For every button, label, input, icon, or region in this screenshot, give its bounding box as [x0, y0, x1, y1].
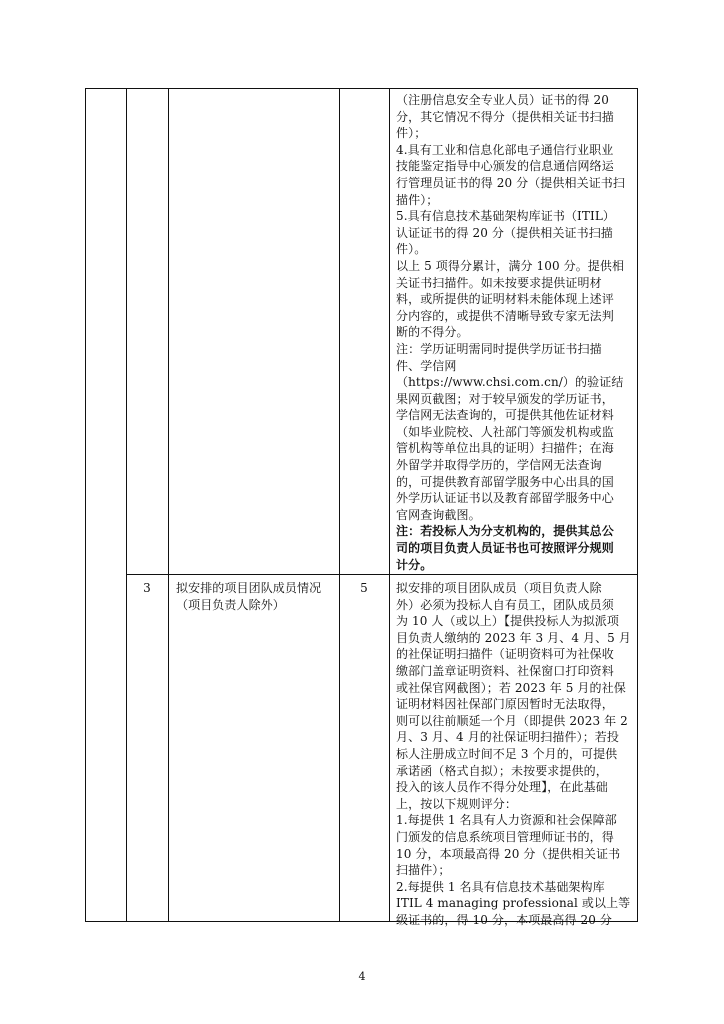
criteria-line: 描件）； — [396, 192, 439, 207]
next-row-index — [126, 580, 168, 597]
criteria-line: 料，或所提供的证明材料未能体现上述评 — [396, 292, 614, 307]
criteria-line: 证明材料因社保部门原因暂时无法取得， — [396, 697, 614, 712]
criteria-line: 标人注册成立时间不足 3 个月的，可提供 — [396, 746, 618, 761]
criteria-line: 4.具有工业和信息化部电子通信行业职业 — [396, 142, 614, 157]
criteria-line: 以上 5 项得分累计，满分 100 分。提供相 — [396, 258, 625, 273]
criteria-line: 5.具有信息技术基础架构库证书（ITIL） — [396, 209, 616, 224]
next-row-score — [339, 580, 389, 597]
criteria-line: 1.每提供 1 名具有人力资源和社会保障部 — [396, 813, 617, 828]
criteria-line: 关证书扫描件。如未按要求提供证明材 — [396, 275, 602, 290]
criteria-line: 目负责人缴纳的 2023 年 3 月、4 月、5 月 — [396, 630, 631, 645]
criteria-line: 官网查询截图。 — [396, 507, 481, 522]
item-line: 拟安排的项目团队成员情况 — [176, 581, 322, 595]
criteria-line: 件、学信网 — [396, 358, 457, 373]
criteria-line: 件）。 — [396, 242, 427, 257]
row-separator — [126, 574, 638, 575]
criteria-line: 的，可提供教育部留学服务中心出具的国 — [396, 474, 614, 489]
page-number: 4 — [358, 970, 366, 983]
criteria-line: （如毕业院校、人社部门等颁发机构或监 — [396, 424, 614, 439]
criteria-line: 投入的该人员作不得分处理】，在此基础 — [396, 780, 608, 795]
criteria-line: 门颁发的信息系统项目管理师证书的，得 — [396, 829, 614, 844]
criteria-line: 学信网无法查询的，可提供其他佐证材料 — [396, 408, 614, 423]
next-row-item — [176, 580, 336, 613]
criteria-line: 分内容的，或提供不清晰导致专家无法判 — [396, 308, 614, 323]
criteria-line: 行管理员证书的得 20 分（提供相关证书扫 — [396, 175, 625, 190]
criteria-line: 分，其它情况不得分（提供相关证书扫描 — [396, 109, 614, 124]
table-border-right — [637, 88, 638, 922]
criteria-line: 月、3 月、4 月的社保证明扫描件）；若投 — [396, 730, 619, 745]
criteria-line: 2.每提供 1 名具有信息技术基础架构库 — [396, 879, 605, 894]
criteria-line: 果网页截图；对于较早颁发的学历证书， — [396, 391, 614, 406]
criteria-note-bold: 计分。 — [396, 557, 433, 572]
table-divider-col2 — [168, 88, 169, 922]
table-divider-col4 — [389, 88, 390, 922]
criteria-line: 为 10 人（或以上）【提供投标人为拟派项 — [396, 614, 619, 629]
criteria-line: 扫描件）； — [396, 863, 451, 878]
row-index: 3 — [143, 581, 151, 595]
criteria-line: 缴部门盖章证明资料、社保窗口打印资料 — [396, 663, 614, 678]
criteria-line: 外学历认证证书以及教育部留学服务中心 — [396, 491, 614, 506]
criteria-line: 10 分，本项最高得 20 分（提供相关证书 — [396, 846, 621, 861]
criteria-line: 外留学并取得学历的，学信网无法查询 — [396, 458, 602, 473]
table-border-left — [85, 88, 86, 922]
criteria-line: 上，按以下规则评分： — [396, 796, 518, 811]
criteria-note-bold: 司的项目负责人员证书也可按照评分规则 — [396, 541, 614, 556]
criteria-line: 则可以往前顺延一个月（即提供 2023 年 2 — [396, 713, 628, 728]
criteria-line: 管机构等单位出具的证明）扫描件；在海 — [396, 441, 614, 456]
criteria-line: 的社保证明扫描件（证明资料可为社保收 — [396, 647, 614, 662]
criteria-note-bold: 注：若投标人为分支机构的，提供其总公 — [396, 524, 614, 539]
criteria-line: （注册信息安全专业人员）证书的得 20 — [396, 93, 609, 107]
criteria-line: 件）； — [396, 126, 427, 141]
criteria-line: （https://www.chsi.com.cn/）的验证结 — [396, 375, 624, 390]
criteria-line: 拟安排的项目团队成员（项目负责人除 — [396, 581, 602, 595]
criteria-line: 技能鉴定指导中心颁发的信息通信网络运 — [396, 159, 614, 174]
criteria-line: 或社保官网截图）；若 2023 年 5 月的社保 — [396, 680, 626, 695]
table-divider-col3 — [339, 88, 340, 922]
scoring-table — [85, 88, 638, 927]
criteria-line: 承诺函（格式自拟）；未按要求提供的， — [396, 763, 608, 778]
criteria-line: 认证证书的得 20 分（提供相关证书扫描 — [396, 225, 613, 240]
criteria-line: 断的不得分。 — [396, 325, 469, 340]
criteria-line: 外）必须为投标人自有员工，团队成员须 — [396, 597, 614, 612]
row-score: 5 — [360, 581, 368, 595]
table-border-top — [85, 88, 638, 89]
criteria-line: ITIL 4 managing professional 或以上等 — [396, 896, 631, 911]
item-line: （项目负责人除外） — [176, 597, 285, 612]
table-divider-col1 — [126, 88, 127, 922]
criteria-line: 注：学历证明需同时提供学历证书扫描 — [396, 341, 602, 356]
next-row-criteria — [396, 580, 634, 928]
criteria-line: 级证书的，得 10 分，本项最高得 20 分 — [396, 912, 612, 927]
prev-row-criteria — [396, 92, 634, 573]
